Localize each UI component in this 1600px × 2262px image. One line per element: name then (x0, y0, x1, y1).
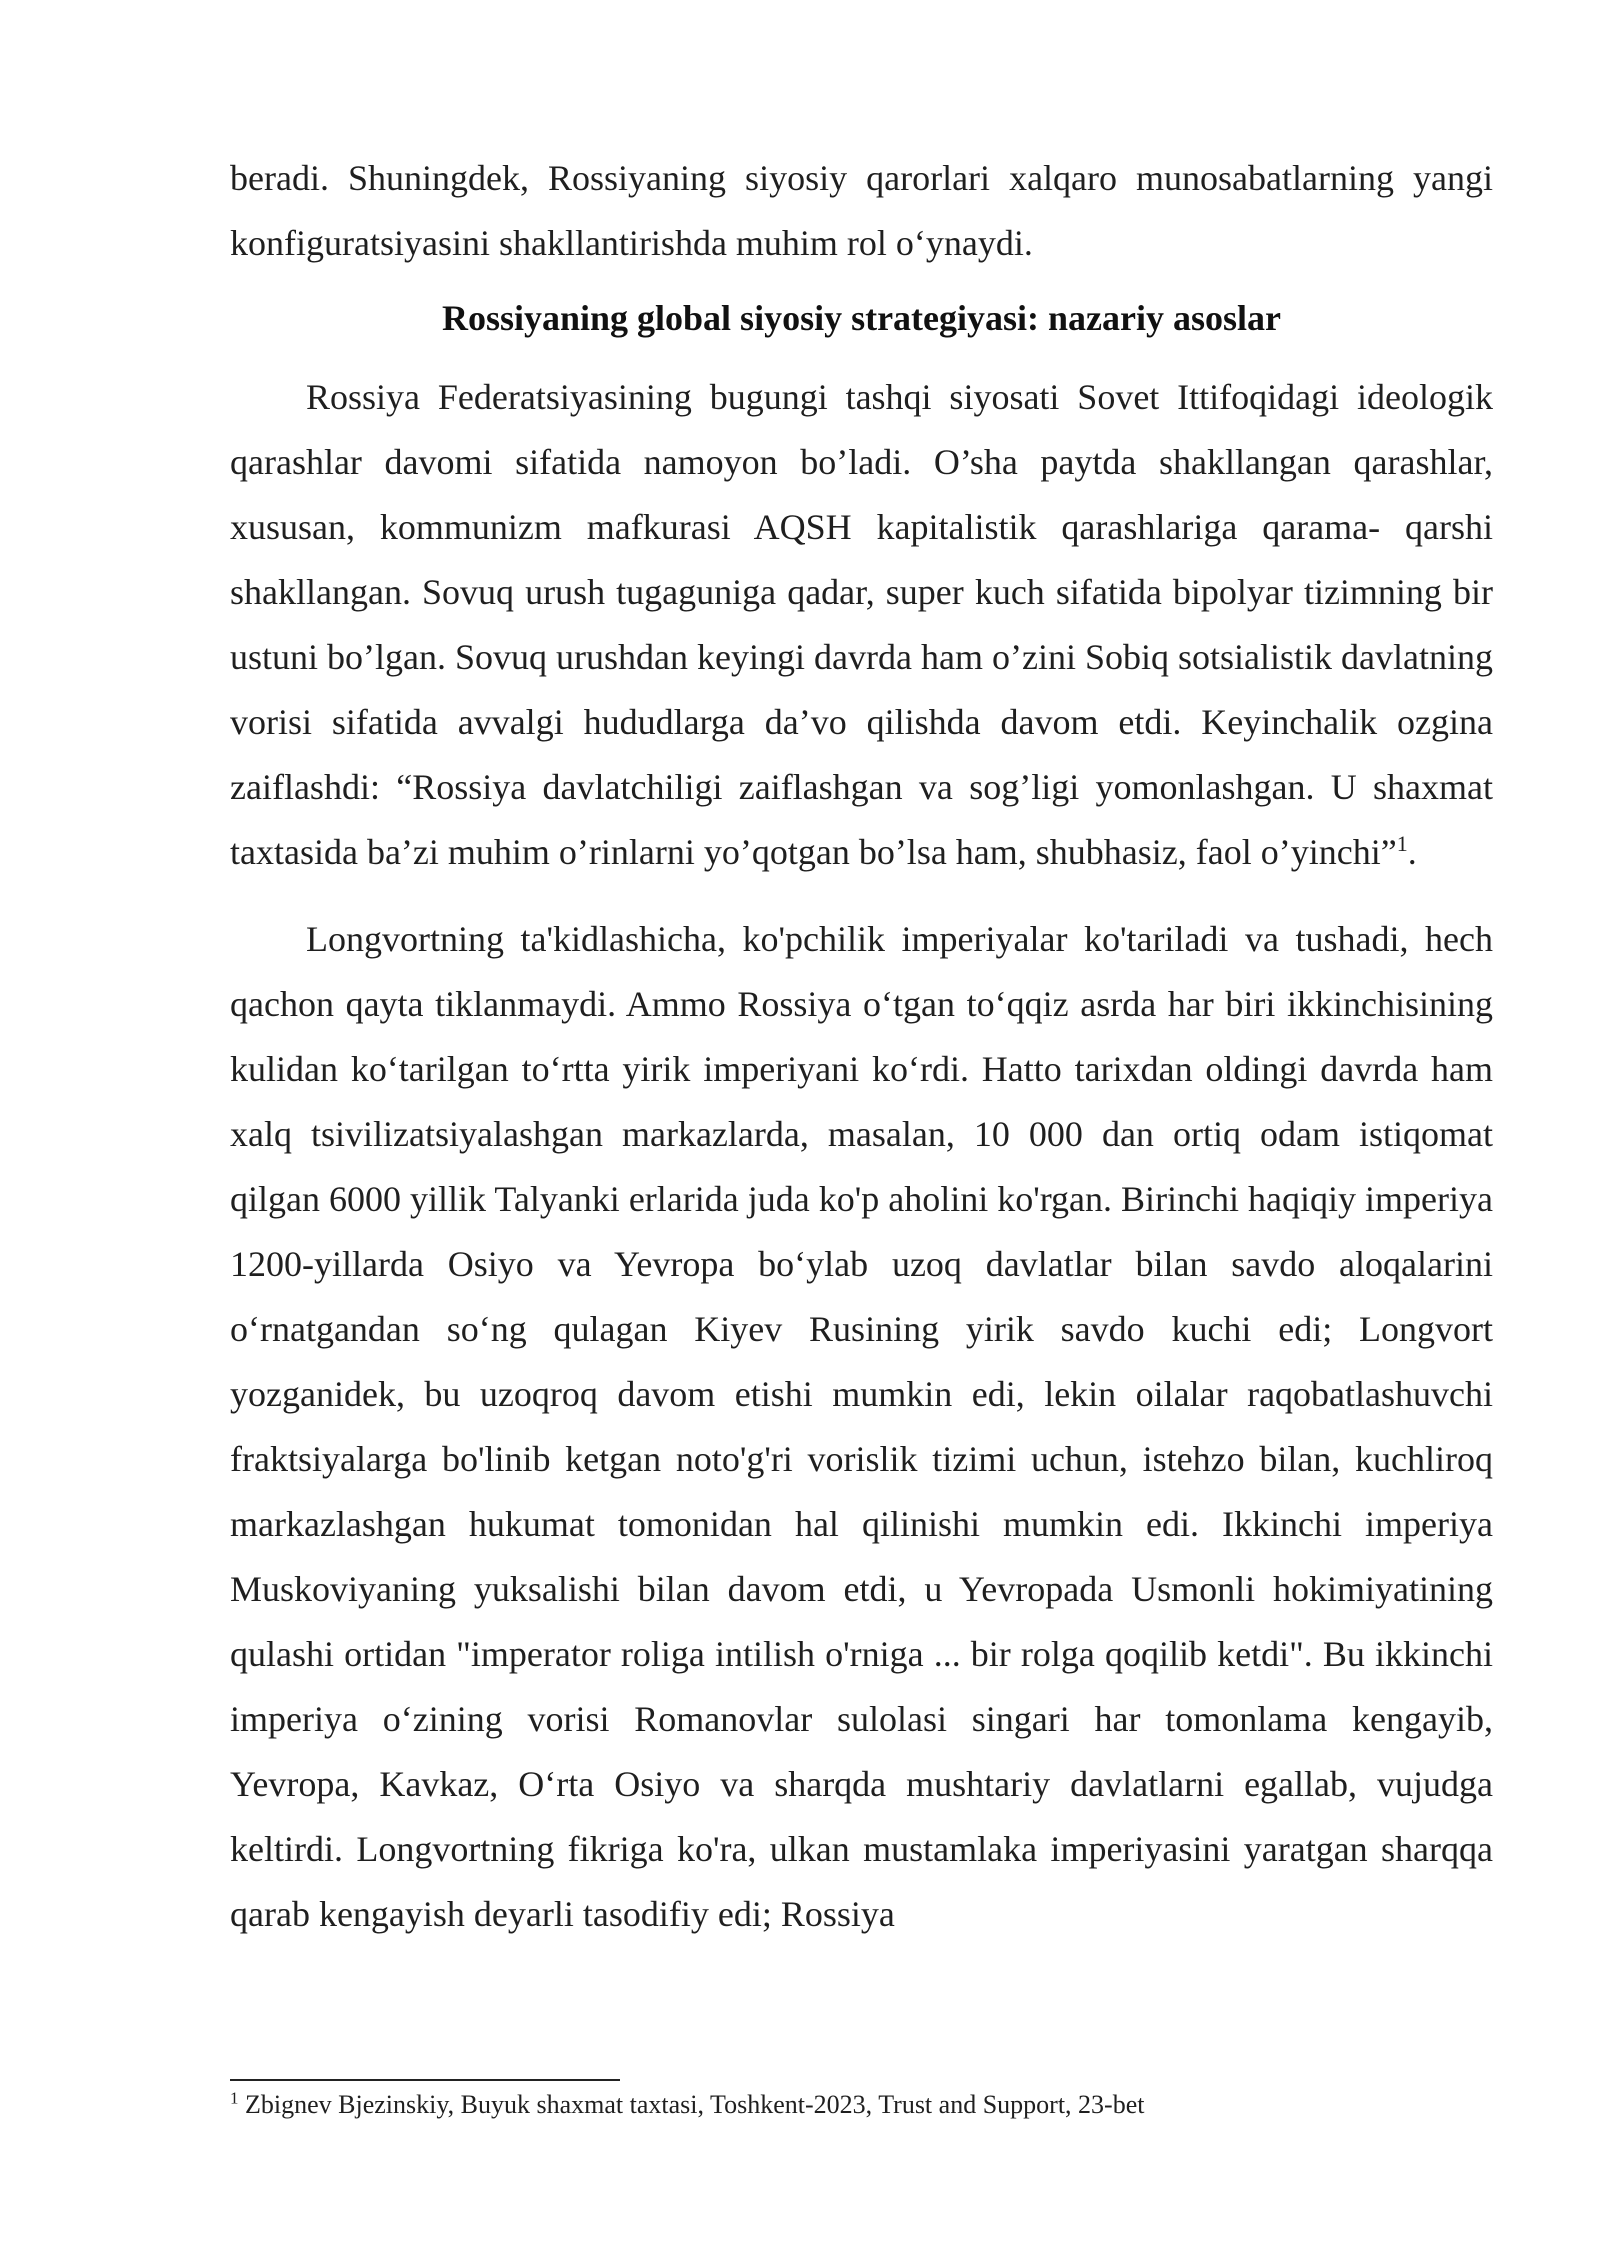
paragraph-1 (230, 365, 1493, 885)
footnote (230, 2086, 1493, 2124)
paragraph-1-end: . (1407, 832, 1417, 872)
intro-paragraph: beradi. Shuningdek, Rossiyaning siyosiy qarorlari xalqaro munosabatlarning yangi konfiguratsiyasini shakllantirishda muhim rol o‘ynaydi. (230, 158, 1493, 263)
footnote-number: 1 (230, 2088, 239, 2108)
footnote-text: Zbignev Bjezinskiy, Buyuk shaxmat taxtasi, Toshkent-2023, Trust and Support, 23-bet (238, 2090, 1145, 2119)
footnote-separator (230, 2079, 620, 2081)
footnote-reference[interactable]: 1 (1396, 831, 1408, 856)
paragraph-2: Longvortning ta'kidlashicha, ko'pchilik imperiyalar ko'tariladi va tushadi, hech qachon qayta tiklanmaydi. Ammo Rossiya o‘tgan to‘qqiz asrda har biri ikkinchisining kulidan ko‘tarilgan to‘rtta yirik imperiyani ko‘rdi. Hatto tarixdan oldingi davrda ham xalq tsivilizatsiyalashgan markazlarda, masalan, 10 000 dan ortiq odam istiqomat qilgan 6000 yillik Talyanki erlarida juda ko'p aholini ko'rgan. Birinchi haqiqiy imperiya 1200-yillarda Osiyo va Yevropa bo‘ylab uzoq davlatlar bilan savdo aloqalarini o‘rnatgandan so‘ng qulagan Kiyev Rusining yirik savdo kuchi edi; Longvort yozganidek, bu uzoqroq davom etishi mumkin edi, lekin oilalar raqobatlashuvchi fraktsiyalarga bo'linib ketgan noto'g'ri vorislik tizimi uchun, istehzo bilan, kuchliroq markazlashgan hukumat tomonidan hal qilinishi mumkin edi. Ikkinchi imperiya Muskoviyaning yuksalishi bilan davom etdi, u Yevropada Usmonli hokimiyatining qulashi ortidan "imperator roliga intilish o'rniga ... bir rolga qoqilib ketdi". Bu ikkinchi imperiya o‘zining vorisi Romanovlar sulolasi singari har tomonlama kengayib, Yevropa, Kavkaz, O‘rta Osiyo va sharqda mushtariy davlatlarni egallab, vujudga keltirdi. Longvortning fikriga ko'ra, ulkan mustamlaka imperiyasini yaratgan sharqqa qarab kengayish deyarli tasodifiy edi; Rossiya (230, 919, 1493, 1934)
paragraph-1-text: Rossiya Federatsiyasining bugungi tashqi siyosati Sovet Ittifoqidagi ideologik qarashlar davomi sifatida namoyon bo’ladi. O’sha paytda shakllangan qarashlar, xususan, kommunizm mafkurasi AQSH kapitalistik qarashlariga qarama- qarshi shakllangan. Sovuq urush tugaguniga qadar, super kuch sifatida bipolyar tizimning bir ustuni bo’lgan. Sovuq urushdan keyingi davrda ham o’zini Sobiq sotsialistik davlatning vorisi sifatida avvalgi hududlarga da’vo qilishda davom etdi. Keyinchalik ozgina zaiflashdi: “Rossiya davlatchiligi zaiflashgan va sog’ligi yomonlashgan. U shaxmat taxtasida ba’zi muhim o’rinlarni yo’qotgan bo’lsa ham, shubhasiz, faol o’yinchi” (230, 377, 1493, 872)
document-body (230, 146, 1493, 1947)
section-heading: Rossiyaning global siyosiy strategiyasi: nazariy asoslar (441, 298, 1282, 338)
